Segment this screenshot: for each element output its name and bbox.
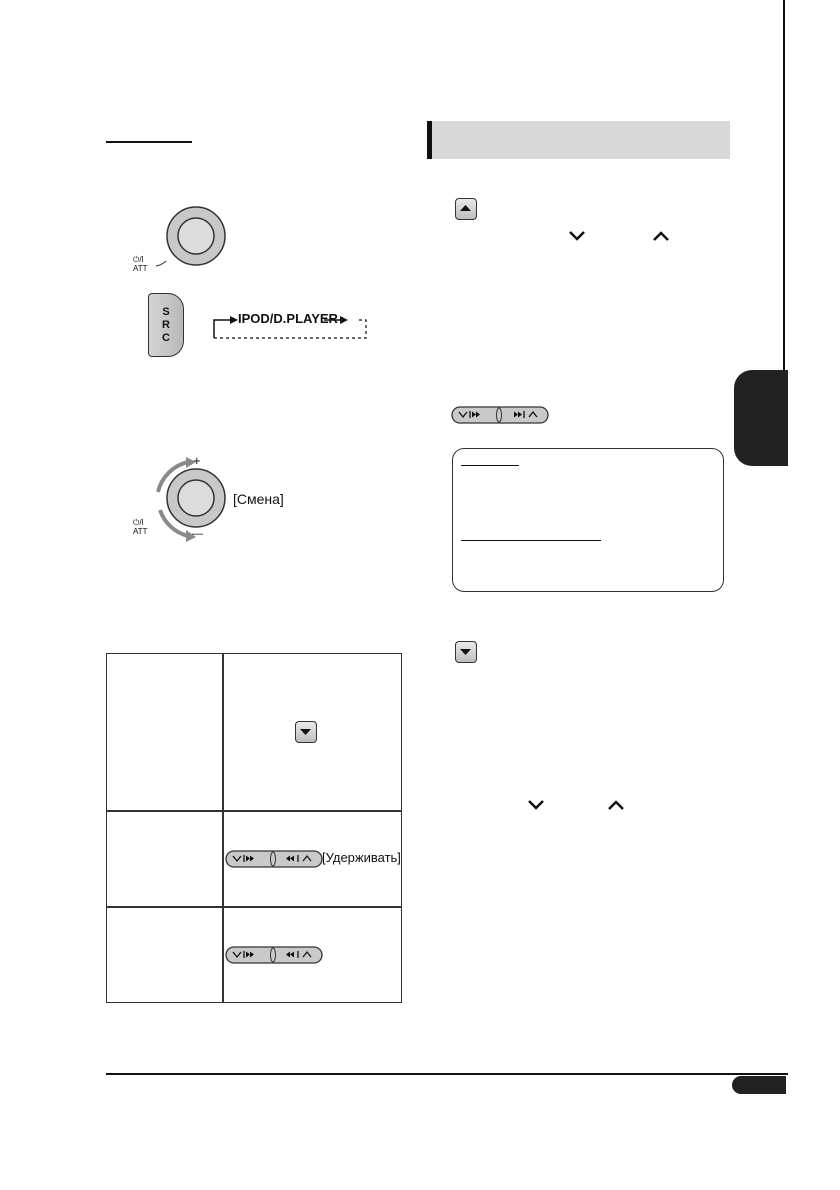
footer-rule <box>106 1073 788 1075</box>
chevron-up-icon <box>652 230 670 242</box>
src-button-icon: S R C <box>148 293 184 357</box>
note-box <box>452 448 724 592</box>
arrow-down-key-icon-table <box>295 721 317 743</box>
hold-annotation: [Удерживать] <box>322 850 401 865</box>
source-ipod-label: IPOD/D.PLAYER <box>238 311 338 326</box>
right-edge-rule <box>783 0 785 370</box>
power-att-label-2: ⏻/I ATT <box>133 518 148 536</box>
power-knob-icon <box>130 205 230 285</box>
table-row-divider <box>107 810 401 812</box>
table-column-divider <box>222 654 224 1002</box>
arrow-down-key-icon <box>455 641 477 663</box>
page-number-tab <box>732 1076 786 1094</box>
note-subheading-underline <box>461 540 601 541</box>
power-att-label: ⏻/I ATT <box>133 255 148 273</box>
skip-rocker-icon-press <box>225 944 325 966</box>
skip-rocker-icon-hold <box>225 848 325 870</box>
section-heading-underline <box>106 141 192 143</box>
arrow-up-key-icon <box>455 198 477 220</box>
note-heading-underline <box>461 465 519 466</box>
section-header-bar <box>427 121 730 159</box>
plus-label: + <box>193 453 201 468</box>
language-side-tab <box>734 370 788 466</box>
chevron-down-icon-2 <box>527 799 545 811</box>
chevron-up-icon-2 <box>607 799 625 811</box>
chevron-down-icon <box>568 230 586 242</box>
minus-label: — <box>192 528 203 540</box>
table-row-divider <box>107 906 401 908</box>
skip-rocker-icon <box>451 404 551 426</box>
change-annotation: [Смена] <box>233 491 284 507</box>
